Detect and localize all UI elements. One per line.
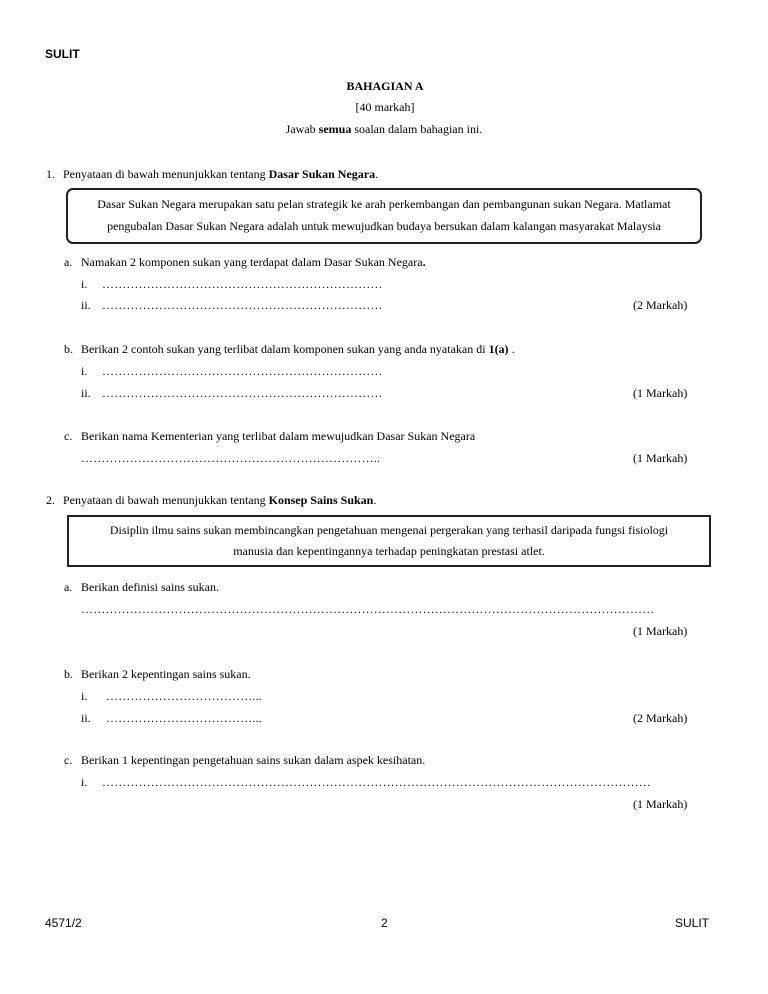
q1c-marks: (1 Markah) — [633, 451, 688, 465]
q1a-ii-label: ii. — [81, 298, 91, 312]
q1a-marks: (2 Markah) — [633, 298, 688, 312]
q2b-i-label: i. — [81, 689, 88, 703]
q2a-answer-line[interactable]: …………………………………………………………………………………………………………………………… — [81, 602, 655, 616]
q1b-label: b. — [64, 342, 73, 356]
q1-number: 1. — [46, 167, 55, 181]
q1c-answer-line[interactable]: ……………………………………………………………….. — [81, 451, 381, 465]
q1-box-line2: pengubalan Dasar Sukan Negara adalah untuk mewujudkan budaya bersukan dalam kalangan masyarakat Malaysia — [107, 219, 661, 233]
section-title: BAHAGIAN A — [346, 79, 424, 93]
q1b-text-pre: Berikan 2 contoh sukan yang terlibat dalam komponen sukan yang anda nyatakan di — [81, 342, 489, 356]
q2b-ii-label: ii. — [81, 711, 91, 725]
q1a-text — [81, 255, 426, 270]
q2c-i-answer-line[interactable]: ……………………………………………………………………………………………………………………… — [102, 775, 651, 789]
section-title-wrap — [0, 79, 768, 94]
q1-box-line1: Dasar Sukan Negara merupakan satu pelan strategik ke arah perkembangan dan pembangunan sukan Negara. Matlamat — [97, 197, 671, 211]
q2-box-line1: Disiplin ilmu sains sukan membincangkan pengetahuan mengenai pergerakan yang terhasil daripada fungsi fisiologi — [109, 523, 669, 537]
footer-code: 4571/2 — [45, 916, 82, 930]
q1-stem — [63, 167, 378, 182]
q1a-i-answer-line[interactable]: …………………………………………………………… — [102, 277, 383, 291]
header-sulit: SULIT — [45, 47, 80, 61]
q1a-i-label: i. — [81, 277, 88, 291]
q1c-label: c. — [64, 429, 73, 443]
instruction-pre: Jawab — [285, 122, 319, 136]
q2a-text: Berikan definisi sains sukan. — [81, 580, 219, 594]
q1-info-box — [66, 188, 702, 244]
q1a-text-pre: Namakan 2 komponen sukan yang terdapat dalam Dasar Sukan Negara — [81, 255, 423, 269]
q2c-text: Berikan 1 kepentingan pengetahuan sains sukan dalam aspek kesihatan. — [81, 753, 426, 767]
q2a-marks: (1 Markah) — [633, 624, 688, 638]
q2b-label: b. — [64, 667, 73, 681]
q1b-text-bold: 1(a) — [488, 342, 509, 356]
q1a-label: a. — [64, 255, 73, 269]
q1b-i-label: i. — [81, 364, 88, 378]
q2-stem-post: . — [373, 493, 377, 507]
q2b-marks: (2 Markah) — [633, 711, 688, 725]
q1b-text — [81, 342, 515, 357]
q1c-text: Berikan nama Kementerian yang terlibat dalam mewujudkan Dasar Sukan Negara — [81, 429, 476, 443]
q1-stem-bold: Dasar Sukan Negara — [268, 167, 376, 181]
q2b-ii-answer-line[interactable]: ………………………………... — [106, 711, 262, 725]
instruction-post: soalan dalam bahagian ini. — [351, 122, 483, 136]
footer-sulit: SULIT — [675, 916, 710, 930]
q2-number: 2. — [46, 493, 55, 507]
q1a-text-bold: . — [422, 255, 426, 269]
q1a-ii-answer-line[interactable]: …………………………………………………………… — [102, 298, 383, 312]
q2-stem-bold: Konsep Sains Sukan — [268, 493, 374, 507]
instruction-bold: semua — [318, 122, 352, 136]
section-instruction — [0, 122, 768, 137]
q2b-i-answer-line[interactable]: ………………………………... — [106, 689, 262, 703]
section-marks-wrap — [0, 100, 768, 115]
q2c-label: c. — [64, 753, 73, 767]
q1b-text-post: . — [508, 342, 515, 356]
footer-page-number: 2 — [381, 916, 388, 930]
q1b-marks: (1 Markah) — [633, 386, 688, 400]
q2c-i-label: i. — [81, 775, 88, 789]
q1b-ii-label: ii. — [81, 386, 91, 400]
q1-stem-pre: Penyataan di bawah menunjukkan tentang — [63, 167, 269, 181]
q1b-ii-answer-line[interactable]: …………………………………………………………… — [102, 386, 383, 400]
q2-stem-pre: Penyataan di bawah menunjukkan tentang — [63, 493, 269, 507]
q2c-marks: (1 Markah) — [633, 797, 688, 811]
section-marks: [40 markah] — [355, 100, 415, 114]
q2-box-line2: manusia dan kepentingannya terhadap peningkatan prestasi atlet. — [233, 544, 545, 558]
q2-info-box — [67, 515, 711, 567]
q2a-label: a. — [64, 580, 73, 594]
q1-stem-post: . — [375, 167, 379, 181]
q1b-i-answer-line[interactable]: …………………………………………………………… — [102, 364, 383, 378]
q2-stem — [63, 493, 376, 508]
q2b-text: Berikan 2 kepentingan sains sukan. — [81, 667, 251, 681]
